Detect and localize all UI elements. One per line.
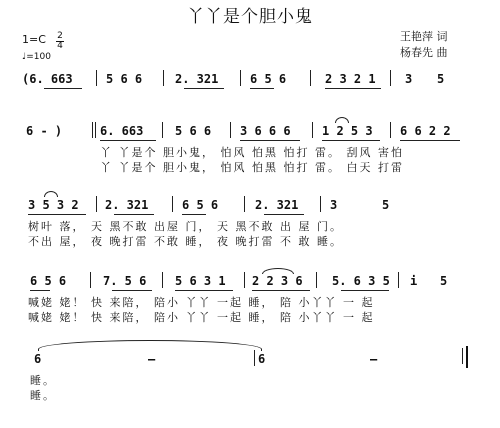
tempo-mark: ♩=100 xyxy=(22,52,51,62)
lyric-line: 树叶 落， 天 黑不敢 出屋 门， 天 黑不敢 出 屋 门。 xyxy=(28,220,343,233)
measure: 5 6 6 xyxy=(175,124,212,138)
measure: 1 2 5 3 xyxy=(322,124,373,138)
measure: – xyxy=(148,352,156,366)
beam xyxy=(400,140,460,141)
beam xyxy=(44,88,82,89)
measure: 5 6 6 xyxy=(106,72,143,86)
lyricist-credit: 王艳萍 词 xyxy=(400,30,448,43)
beam xyxy=(264,214,304,215)
barline xyxy=(162,122,163,138)
barline xyxy=(390,122,391,138)
measure: 5. 6 3 5 xyxy=(332,274,390,288)
measure: i xyxy=(410,274,418,288)
barline xyxy=(462,348,463,364)
beam xyxy=(100,140,156,141)
beam xyxy=(250,88,274,89)
beam xyxy=(252,290,310,291)
measure: 2 3 2 1 xyxy=(325,72,376,86)
lyric-line: 丫 丫是个 胆小鬼， 怕风 怕黑 怕打 雷。 刮风 害怕 xyxy=(100,146,404,159)
measure: 6. 663 xyxy=(100,124,144,138)
measure: 6 xyxy=(258,352,266,366)
barline xyxy=(163,70,164,86)
barline xyxy=(390,70,391,86)
barline xyxy=(95,122,96,138)
measure: 3 5 3 2 xyxy=(28,198,79,212)
composer-credit: 杨春先 曲 xyxy=(400,46,448,59)
beam xyxy=(240,140,300,141)
barline xyxy=(96,196,97,212)
barline xyxy=(244,272,245,288)
barline xyxy=(240,70,241,86)
measure: 5 xyxy=(382,198,390,212)
lyric-line: 喊姥 姥！ 快 来陪， 陪小 丫丫 一起 睡， 陪 小丫丫 一 起 xyxy=(28,296,375,309)
barline xyxy=(310,70,311,86)
tie xyxy=(262,268,294,274)
barline xyxy=(172,196,173,212)
time-sig-bottom: 4 xyxy=(57,41,63,51)
beam xyxy=(182,214,206,215)
beam xyxy=(341,290,389,291)
beam xyxy=(175,290,233,291)
barline xyxy=(92,122,93,138)
time-sig-top: 2 xyxy=(57,31,63,41)
lyric-line: 睡。 xyxy=(30,374,56,387)
lyric-line: 不出 屋， 夜 晚打雷 不敢 睡， 夜 晚打雷 不 敢 睡。 xyxy=(28,235,343,248)
barline xyxy=(254,350,255,366)
measure: 2. 321 xyxy=(175,72,219,86)
lyric-line: 丫 丫是个 胆小鬼， 怕风 怕黑 怕打 雷。 白天 打雷 xyxy=(100,161,404,174)
measure: 6 5 6 xyxy=(250,72,287,86)
fermata xyxy=(44,191,58,197)
measure: 2. 321 xyxy=(105,198,149,212)
measure: 6 - ) xyxy=(26,124,63,138)
barline xyxy=(96,70,97,86)
barline xyxy=(398,272,399,288)
beam xyxy=(325,88,381,89)
barline xyxy=(244,196,245,212)
measure: 6 6 2 2 xyxy=(400,124,451,138)
measure: 6 5 6 xyxy=(182,198,219,212)
key-signature: 1=C xyxy=(22,33,46,46)
beam xyxy=(28,214,86,215)
measure: 5 xyxy=(440,274,448,288)
barline xyxy=(230,122,231,138)
measure: 2 2 3 6 xyxy=(252,274,303,288)
measure: 3 6 6 6 xyxy=(240,124,291,138)
beam xyxy=(114,214,154,215)
measure: 6 xyxy=(34,352,42,366)
measure: 6 5 6 xyxy=(30,274,67,288)
measure: 5 xyxy=(437,72,445,86)
barline xyxy=(320,196,321,212)
barline xyxy=(90,272,91,288)
measure: 7. 5 6 xyxy=(103,274,147,288)
beam xyxy=(184,88,224,89)
barline xyxy=(312,122,313,138)
measure: 3 xyxy=(405,72,413,86)
measure: 2. 321 xyxy=(255,198,299,212)
barline xyxy=(162,272,163,288)
barline xyxy=(316,272,317,288)
measure: (6. 663 xyxy=(22,72,73,86)
lyric-line: 喊姥 姥！ 快 来陪， 陪小 丫丫 一起 睡， 陪 小丫丫 一 起 xyxy=(28,311,375,324)
page-title: 丫丫是个胆小鬼 xyxy=(187,7,313,27)
beam xyxy=(112,290,152,291)
measure: 3 xyxy=(330,198,338,212)
beam xyxy=(30,290,50,291)
fermata xyxy=(335,117,349,123)
tie xyxy=(38,340,262,351)
measure: – xyxy=(370,352,378,366)
final-barline xyxy=(466,346,468,368)
beam xyxy=(322,140,380,141)
lyric-line: 睡。 xyxy=(30,389,56,402)
measure: 5 6 3 1 xyxy=(175,274,226,288)
